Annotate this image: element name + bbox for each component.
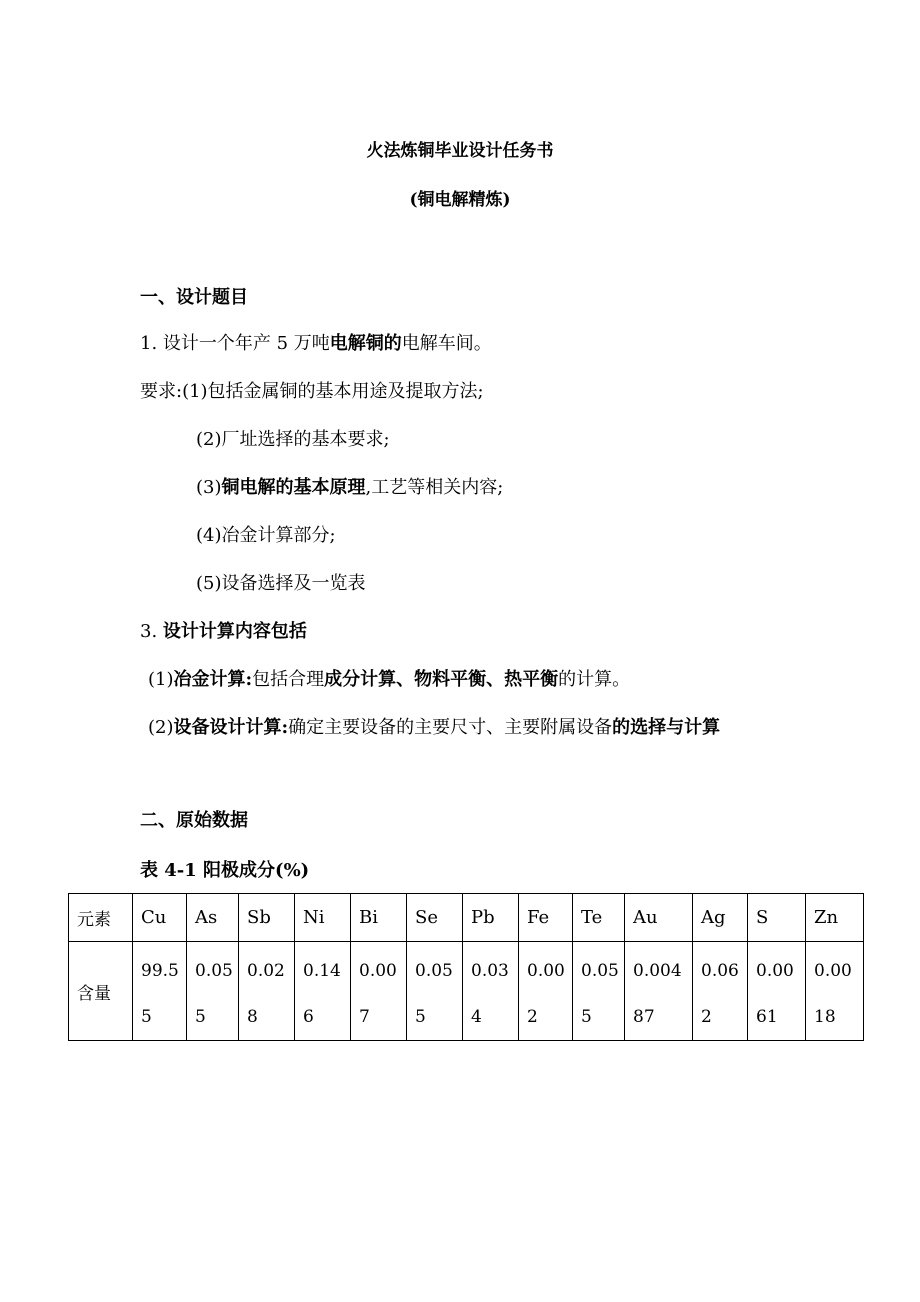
- element-header-cell: Bi: [351, 894, 407, 942]
- element-header-cell: Te: [573, 894, 625, 942]
- content-value-cell: 99.55: [133, 942, 187, 1041]
- paragraph-calc-item-2: [148, 717, 920, 739]
- content-value-cell: 0.055: [187, 942, 239, 1041]
- element-header-cell: Cu: [133, 894, 187, 942]
- text-segment: 3.: [140, 621, 163, 642]
- content-value-cell: 0.146: [295, 942, 351, 1041]
- content-value-cell: 0.028: [239, 942, 295, 1041]
- element-header-cell: Au: [625, 894, 693, 942]
- text-segment: 电解铜的: [329, 333, 402, 354]
- content-value-cell: 0.002: [519, 942, 573, 1041]
- element-header-cell: Ni: [295, 894, 351, 942]
- text-segment: 确定主要设备的主要尺寸、主要附属设备: [288, 717, 613, 738]
- text-segment: (4)冶金计算部分;: [196, 525, 336, 546]
- text-segment: 成分计算、物料平衡、热平衡: [324, 669, 559, 690]
- doc-title: 火法炼铜毕业设计任务书: [366, 141, 554, 161]
- content-value-cell: 0.055: [573, 942, 625, 1041]
- paragraph-requirement-3: [196, 477, 920, 499]
- element-header-cell: Fe: [519, 894, 573, 942]
- table-row-content-label: 含量: [69, 942, 133, 1041]
- paragraph-calc-item-1: [148, 669, 920, 691]
- content-value-cell: 0.00487: [625, 942, 693, 1041]
- text-segment: (2): [148, 717, 174, 738]
- paragraph-requirement-4: [196, 525, 920, 547]
- section-original-data: [140, 810, 920, 882]
- text-segment: ,工艺等相关内容;: [365, 477, 504, 498]
- text-segment: 冶金计算:: [173, 669, 253, 690]
- content-value-cell: 0.062: [693, 942, 748, 1041]
- text-segment: 设备设计计算:: [173, 717, 289, 738]
- element-header-cell: Pb: [463, 894, 519, 942]
- text-segment: 要求:(1)包括金属铜的基本用途及提取方法;: [140, 381, 484, 402]
- text-segment: (5)设备选择及一览表: [196, 573, 366, 594]
- anode-composition-table: [68, 893, 864, 1041]
- text-segment: (3): [196, 477, 222, 498]
- section-2-heading: 二、原始数据: [140, 810, 248, 831]
- text-segment: 包括合理: [252, 669, 325, 690]
- content-value-cell: 0.007: [351, 942, 407, 1041]
- paragraph-design-item-3: [140, 621, 920, 643]
- text-segment: 设计计算内容包括: [162, 621, 307, 642]
- table-value-row: [69, 942, 864, 1041]
- element-header-cell: Sb: [239, 894, 295, 942]
- element-header-cell: Zn: [806, 894, 864, 942]
- text-segment: 的计算。: [558, 669, 631, 690]
- text-segment: (1): [148, 669, 174, 690]
- element-header-cell: S: [748, 894, 806, 942]
- element-header-cell: Ag: [693, 894, 748, 942]
- paragraph-requirement-2: [196, 429, 920, 451]
- paragraph-design-item-1: [140, 333, 920, 355]
- section-design-topic: [140, 287, 920, 739]
- element-header-cell: As: [187, 894, 239, 942]
- table-header-element-label: 元素: [69, 894, 133, 942]
- doc-subtitle: (铜电解精炼): [409, 190, 511, 210]
- text-segment: 的选择与计算: [612, 717, 721, 738]
- content-value-cell: 0.034: [463, 942, 519, 1041]
- table-header-row: [69, 894, 864, 942]
- content-value-cell: 0.0018: [806, 942, 864, 1041]
- text-segment: 电解车间。: [401, 333, 492, 354]
- content-value-cell: 0.0061: [748, 942, 806, 1041]
- paragraph-requirement-5: [196, 573, 920, 595]
- paragraph-requirement-1: [140, 381, 920, 403]
- text-segment: (2)厂址选择的基本要求;: [196, 429, 390, 450]
- element-header-cell: Se: [407, 894, 463, 942]
- text-segment: 1. 设计一个年产 5 万吨: [140, 333, 330, 354]
- content-value-cell: 0.055: [407, 942, 463, 1041]
- table-caption: 表 4-1 阳极成分(%): [140, 860, 310, 881]
- section-1-heading: 一、设计题目: [140, 287, 248, 308]
- text-segment: 铜电解的基本原理: [221, 477, 366, 498]
